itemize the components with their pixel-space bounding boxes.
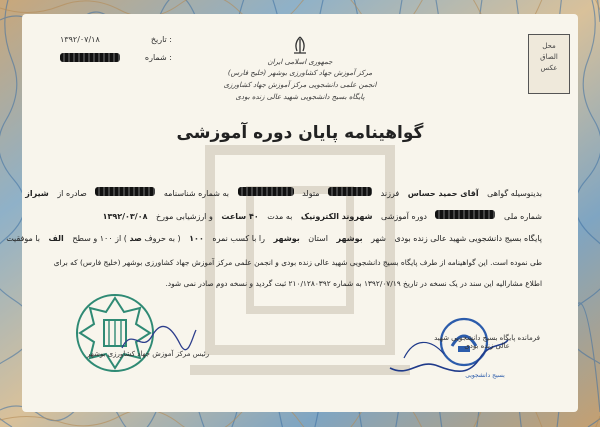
redacted-birthdate xyxy=(238,187,294,196)
header-line1: مرکز آموزش جهاد کشاورزی بوشهر (خلیج فارس) xyxy=(227,69,373,77)
text-l3g: با موفقیت xyxy=(6,234,40,243)
signature-right xyxy=(384,318,514,388)
score-value: ۱۰۰ xyxy=(189,234,204,243)
number-label: شماره : xyxy=(144,53,172,62)
body-line-4: طی نموده است. این گواهینامه از طرف پایگاه بسیج دانشجویی شهید عالی زنده بودی و انجمن علمی مرکز آموزش جهاد کشاورزی بوشهر (خلیج فارس) که برای xyxy=(53,258,542,267)
right-stamp-text: بسیج دانشجویی xyxy=(465,372,505,379)
body-line-1 xyxy=(25,187,542,198)
date-label: تاریخ : xyxy=(150,35,172,44)
course-name: شهروند الکترونیک xyxy=(300,212,373,221)
text-l1b: فرزند xyxy=(380,189,400,198)
right-signature-caption: فرمانده پایگاه بسیج دانشجویی شهید عالی زنده بودی xyxy=(434,334,540,350)
text-l2b: دوره آموزشی xyxy=(381,212,427,221)
birth-city: شیراز xyxy=(25,189,49,198)
date-value: ۱۳۹۲/۰۷/۱۸ xyxy=(60,35,100,44)
course-hours: ۴۰ ساعت xyxy=(221,212,259,221)
text-l1a: بدینوسیله گواهی xyxy=(487,189,542,198)
text-l3c: استان xyxy=(308,234,328,243)
photo-label-1: محل xyxy=(542,42,556,50)
text-l3d: را با کسب نمره xyxy=(212,234,266,243)
text-l2a: شماره ملی xyxy=(504,212,542,221)
emblem-icon xyxy=(289,36,311,56)
course-city: بوشهر xyxy=(336,234,363,243)
redacted-national-id xyxy=(435,210,495,219)
redacted-father-name xyxy=(328,187,372,196)
redacted-id-number xyxy=(95,187,155,196)
certificate-title: گواهینامه پایان دوره آموزشی xyxy=(176,123,424,143)
level-value: الف xyxy=(48,234,64,243)
header-line2: انجمن علمی دانشجویی مرکز آموزش جهاد کشاورزی xyxy=(223,81,377,89)
meta-block xyxy=(60,35,172,71)
text-l3b: شهر xyxy=(371,234,386,243)
text-l2d: و ارزشیابی مورخ xyxy=(156,212,213,221)
course-province: بوشهر xyxy=(273,234,300,243)
photo-label-3: عکس xyxy=(540,64,558,72)
photo-placeholder xyxy=(528,34,570,94)
body-line-5: اطلاع مشارالیه این سند در یک نسخه در تاریخ ۱۳۹۲/۰۷/۱۹ به شماره ۲۱۰/۱۲۸۰۳۹۲ ثبت گردید و نسخه دوم صادر نمی شود. xyxy=(165,279,542,288)
text-l3e: ( به حروف xyxy=(144,234,181,243)
text-l3a: پایگاه بسیج دانشجویی شهید عالی زنده بودی xyxy=(394,234,542,243)
header-republic: جمهوری اسلامی ایران xyxy=(267,58,333,66)
redacted-number xyxy=(60,53,120,62)
text-l1c: متولد xyxy=(302,189,320,198)
text-l1e: صادره از xyxy=(57,189,87,198)
left-signature-caption: رئیس مرکز آموزش جهاد کشاورزی بوشهر xyxy=(86,350,210,358)
body-line-2 xyxy=(103,210,542,221)
body-line-3 xyxy=(6,234,542,243)
text-l1d: به شماره شناسنامه xyxy=(163,189,229,198)
text-l3f: ) از ۱۰۰ و سطح xyxy=(72,234,127,243)
recipient-name: آقای حمید حساس xyxy=(407,189,479,198)
text-l2c: به مدت xyxy=(267,212,293,221)
photo-label-2: الصاق xyxy=(540,53,558,61)
header-line3: پایگاه بسیج دانشجویی شهید عالی زنده بودی xyxy=(235,93,365,101)
evaluation-date: ۱۳۹۲/۰۳/۰۸ xyxy=(102,212,148,221)
score-words: صد xyxy=(129,234,142,243)
